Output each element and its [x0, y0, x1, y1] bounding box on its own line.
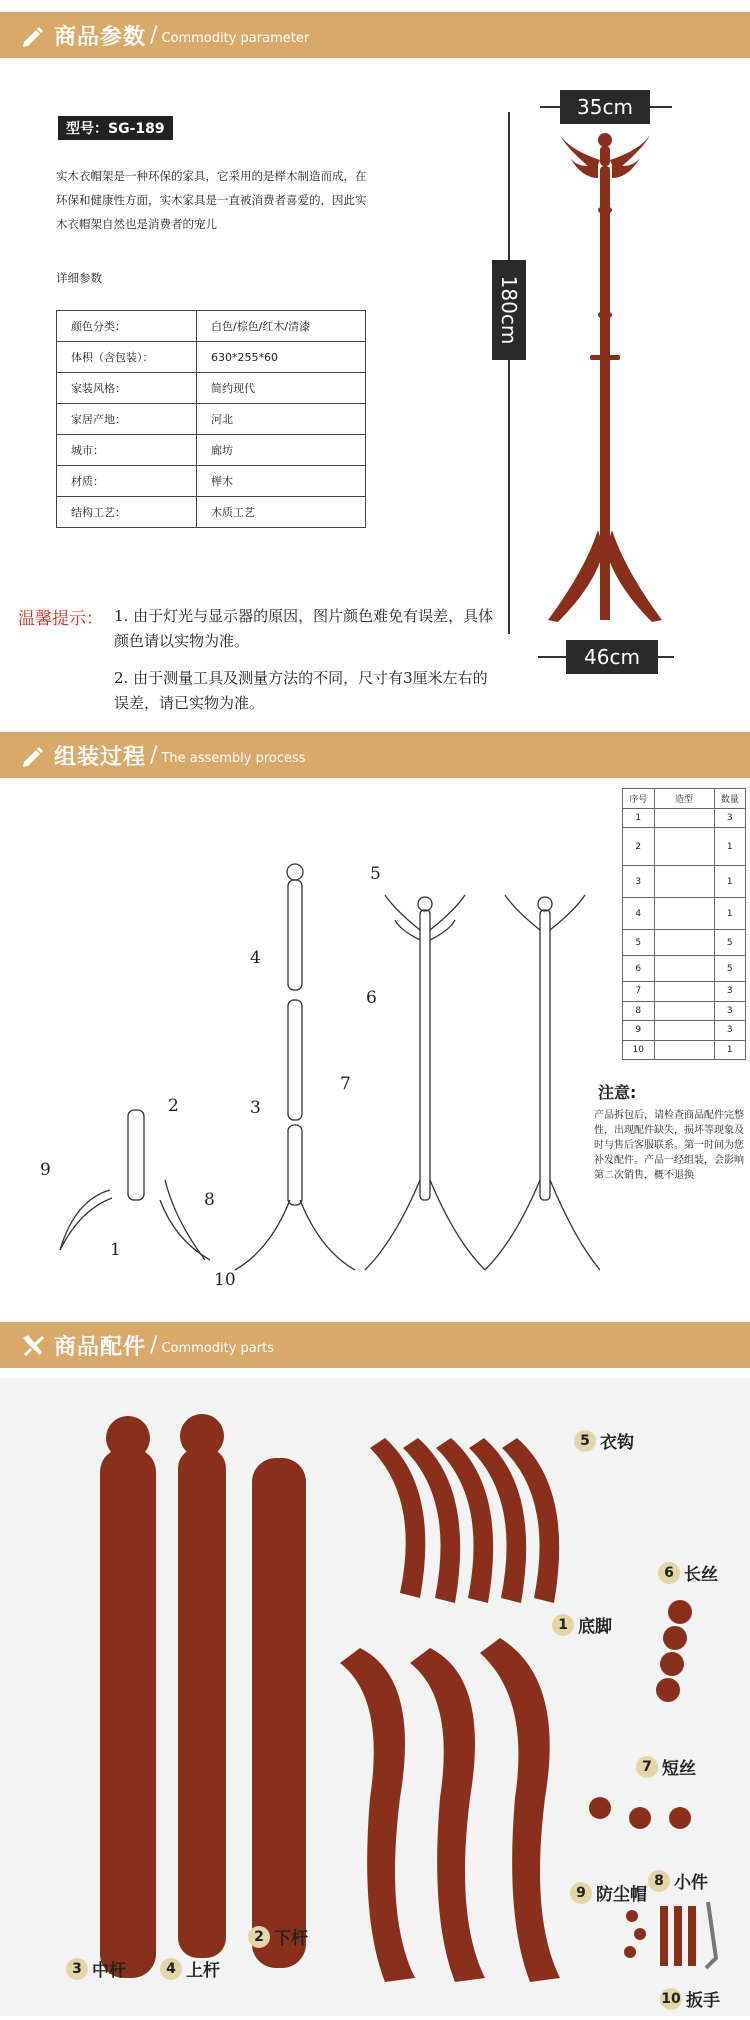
part-label-middle-pole: [66, 1956, 126, 1981]
shape-cell: [654, 1021, 714, 1041]
dim-top-width: 35cm: [560, 90, 650, 124]
part-name: 小件: [674, 1873, 708, 1893]
th-shape: 造型: [654, 789, 714, 809]
part-name: 长丝: [684, 1565, 718, 1585]
title-divider: /: [150, 742, 158, 768]
th-qty: 数量: [714, 789, 746, 809]
assembly-label: 7: [340, 1074, 351, 1094]
param-key: 体积（含包装）：: [57, 342, 197, 373]
row-qty: 3: [714, 808, 746, 828]
table-row: [623, 1001, 746, 1021]
product-description: 实木衣帽架是一种环保的家具，它采用的是榉木制造而成，在环保和健康性方面，实木家具是一直被消费者喜爱的，因此实木衣帽架自然也是消费者的宠儿: [56, 169, 367, 231]
part-number-badge: 6: [658, 1562, 680, 1584]
param-value: 木质工艺: [197, 497, 366, 528]
part-number-badge: 2: [248, 1926, 270, 1948]
part-label-long-screw: [658, 1560, 718, 1585]
table-row: [623, 898, 746, 930]
shape-cell: [654, 866, 714, 898]
row-no: 6: [623, 956, 655, 982]
table-row: [57, 404, 366, 435]
note-body: 产品拆包后，请检查商品配件完整性，出现配件缺失，损坏等现象及时与售后客服联系。第一时间为您补发配件。产品一经组装，会影响第二次销售，概不退换: [594, 1110, 744, 1181]
table-row: [57, 497, 366, 528]
tip-1: 1. 由于灯光与显示器的原因，图片颜色难免有误差，具体颜色请以实物为准。: [114, 607, 494, 650]
table-row: [623, 808, 746, 828]
row-no: 4: [623, 898, 655, 930]
param-key: 材质：: [57, 466, 197, 497]
param-value: 河北: [197, 404, 366, 435]
assembly-label: 6: [366, 988, 377, 1008]
note-title: 注意:: [598, 1083, 637, 1102]
table-row: [623, 1040, 746, 1060]
detail-title: 详细参数: [56, 271, 102, 285]
part-number-badge: 5: [574, 1430, 596, 1452]
section-banner-parameter: [0, 12, 750, 58]
shape-cell: [654, 930, 714, 956]
dim-height: [492, 260, 526, 360]
shape-cell: [654, 956, 714, 982]
table-row: [623, 930, 746, 956]
assembly-label: 10: [214, 1270, 236, 1290]
parts-illustration: [0, 1378, 750, 2016]
pencil-icon: [20, 742, 46, 768]
part-name: 衣钩: [600, 1433, 634, 1453]
shape-cell: [654, 808, 714, 828]
dim-base-width: 46cm: [566, 640, 658, 674]
param-key: 家居产地：: [57, 404, 197, 435]
assembly-label: 9: [40, 1160, 51, 1180]
table-row: [57, 311, 366, 342]
param-value: 白色/棕色/红木/清漆: [197, 311, 366, 342]
table-row: [57, 342, 366, 373]
model-label: 型号：SG-189: [58, 116, 173, 140]
title-divider: /: [150, 1332, 158, 1358]
param-value: 630*255*60: [197, 342, 366, 373]
table-row: [623, 956, 746, 982]
param-table: [56, 310, 366, 528]
tips-label: 温馨提示：: [18, 609, 103, 629]
row-no: 7: [623, 982, 655, 1002]
table-row: [57, 435, 366, 466]
part-label-wrench: [660, 1986, 720, 2011]
table-header: [623, 789, 746, 809]
row-no: 2: [623, 828, 655, 866]
part-number-badge: 10: [660, 1988, 682, 2010]
part-number-badge: 8: [648, 1870, 670, 1892]
part-label-hook: [574, 1428, 634, 1453]
param-key: 城市：: [57, 435, 197, 466]
row-no: 9: [623, 1021, 655, 1041]
section-banner-assembly: [0, 732, 750, 778]
table-row: [623, 828, 746, 866]
part-number-badge: 4: [160, 1958, 182, 1980]
row-qty: 3: [714, 1021, 746, 1041]
row-no: 8: [623, 1001, 655, 1021]
pencil-icon: [20, 22, 46, 48]
table-row: [623, 1021, 746, 1041]
row-qty: 5: [714, 930, 746, 956]
shape-cell: [654, 828, 714, 866]
param-value: 榉木: [197, 466, 366, 497]
table-row: [57, 373, 366, 404]
row-qty: 1: [714, 828, 746, 866]
shape-cell: [654, 1001, 714, 1021]
part-number-badge: 1: [552, 1614, 574, 1636]
section-title-cn: 商品参数: [54, 24, 147, 50]
part-number-badge: 3: [66, 1958, 88, 1980]
row-qty: 1: [714, 866, 746, 898]
table-row: [57, 466, 366, 497]
row-no: 1: [623, 808, 655, 828]
param-key: 家装风格：: [57, 373, 197, 404]
row-qty: 3: [714, 1001, 746, 1021]
dim-line-vertical: [508, 112, 510, 634]
row-qty: 1: [714, 1040, 746, 1060]
table-row: [623, 866, 746, 898]
row-no: 3: [623, 866, 655, 898]
assembly-label: 2: [168, 1096, 179, 1116]
table-row: [623, 982, 746, 1002]
row-qty: 1: [714, 898, 746, 930]
section-title-cn: 商品配件: [54, 1334, 147, 1360]
dim-height-text: 180cm: [497, 275, 521, 345]
param-value: 廊坊: [197, 435, 366, 466]
row-qty: 3: [714, 982, 746, 1002]
assembly-label: 1: [110, 1240, 121, 1260]
coat-rack-photo: [540, 130, 680, 640]
assembly-label: 4: [250, 948, 261, 968]
shape-cell: [654, 898, 714, 930]
param-value: 简约现代: [197, 373, 366, 404]
part-name: 短丝: [662, 1759, 696, 1779]
part-label-upper-pole: [160, 1956, 220, 1981]
part-name: 下杆: [274, 1929, 308, 1949]
assembly-label: 3: [250, 1098, 261, 1118]
param-key: 结构工艺：: [57, 497, 197, 528]
assembly-label: 8: [204, 1190, 215, 1210]
part-label-short-screw: [636, 1754, 696, 1779]
row-no: 5: [623, 930, 655, 956]
title-divider: /: [150, 22, 158, 48]
section-title-en: Commodity parameter: [161, 30, 310, 46]
part-name: 中杆: [92, 1961, 126, 1981]
part-name: 底脚: [578, 1617, 612, 1637]
part-name: 扳手: [686, 1991, 720, 2011]
section-banner-parts: [0, 1322, 750, 1368]
param-key: 颜色分类：: [57, 311, 197, 342]
part-number-badge: 7: [636, 1756, 658, 1778]
part-label-dust-cap: [570, 1880, 647, 1905]
part-name: 上杆: [186, 1961, 220, 1981]
shape-cell: [654, 1040, 714, 1060]
assembly-diagram: [0, 780, 600, 1300]
shape-cell: [654, 982, 714, 1002]
part-label-lower-pole: [248, 1924, 308, 1949]
section-title-en: The assembly process: [161, 750, 306, 766]
row-qty: 5: [714, 956, 746, 982]
tip-2: 2. 由于测量工具及测量方法的不同，尺寸有3厘米左右的误差，请已实物为准。: [114, 669, 488, 712]
section-title-cn: 组装过程: [54, 744, 147, 770]
assembly-label: 5: [370, 864, 381, 884]
part-label-foot: [552, 1612, 612, 1637]
part-label-small-parts: [648, 1868, 708, 1893]
parts-table: [622, 788, 746, 1060]
tools-icon: [20, 1332, 46, 1358]
section-title-en: Commodity parts: [161, 1340, 274, 1356]
row-no: 10: [623, 1040, 655, 1060]
part-number-badge: 9: [570, 1882, 592, 1904]
th-no: 序号: [623, 789, 655, 809]
parts-photo: [0, 1378, 750, 2016]
part-name: 防尘帽: [596, 1885, 647, 1905]
